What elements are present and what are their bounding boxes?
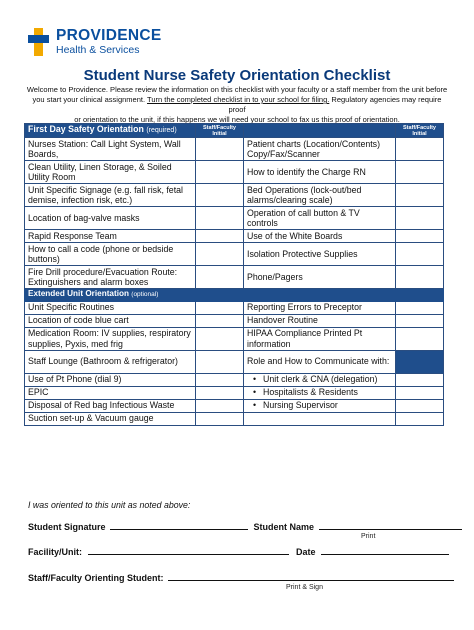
bullet-icon: • [253,400,257,411]
initial-box-left[interactable] [196,243,244,266]
table-row [25,386,444,399]
bullet-icon: • [253,387,257,398]
initial-box-left[interactable] [196,161,244,184]
section1-note: (required) [146,127,177,135]
initial-header-right: Staff/Faculty Initial [396,124,444,138]
item-right: Phone/Pagers [244,266,396,289]
facility-label: Facility/Unit: [28,547,83,557]
item-left: Nurses Station: Call Light System, Wall Boards, [25,138,196,161]
initial-box-left[interactable] [196,138,244,161]
initial-header-left: Staff/Faculty Initial [196,124,244,138]
intro-line-2-end: Regulatory agencies may require proof [228,95,442,114]
item-right [244,386,396,399]
date-label: Date [296,547,316,557]
initial-box-left[interactable] [196,266,244,289]
table-row [25,184,444,207]
oriented-statement: I was oriented to this unit as noted above: [28,500,191,510]
item-right: Role and How to Communicate with: [244,350,396,373]
item-right: Use of the White Boards [244,230,396,243]
item-right: Handover Routine [244,314,396,327]
facility-row [28,545,449,557]
initial-box-left[interactable] [196,399,244,412]
student-name-line[interactable] [319,520,462,530]
initial-box-right[interactable] [396,399,444,412]
initial-box-left[interactable] [196,386,244,399]
item-right: Patient charts (Location/Contents) Copy/Fax/Scanner [244,138,396,161]
item-left: Use of Pt Phone (dial 9) [25,373,196,386]
date-line[interactable] [321,545,449,555]
table-row [25,243,444,266]
logo-subtitle: Health & Services [56,44,140,56]
section2-title: Extended Unit Orientation [28,289,129,298]
section1-header [25,124,196,138]
initial-box-right[interactable] [396,138,444,161]
item-right [244,373,396,386]
section2-note: (optional) [131,291,159,298]
table-row [25,138,444,161]
item-right: Operation of call button & TV controls [244,207,396,230]
item-left: Staff Lounge (Bathroom & refrigerator) [25,350,196,373]
section2-header [25,289,444,302]
table-row [25,373,444,386]
student-signature-row [28,520,462,532]
initial-box-left[interactable] [196,314,244,327]
initial-box-left[interactable] [196,327,244,350]
item-left: Unit Specific Signage (e.g. fall risk, fetal demise, infection risk, etc.) [25,184,196,207]
initial-box-right[interactable] [396,327,444,350]
item-left: Rapid Response Team [25,230,196,243]
item-right-text: Nursing Supervisor [263,400,338,411]
table-row [25,301,444,314]
item-left: Clean Utility, Linen Storage, & Soiled Utility Room [25,161,196,184]
student-signature-line[interactable] [110,520,248,530]
initial-box-left[interactable] [196,230,244,243]
student-name-label: Student Name [253,522,315,532]
print-caption: Print [361,533,376,540]
item-right-text: Hospitalists & Residents [263,387,358,398]
initial-box-left[interactable] [196,350,244,373]
item-right: Bed Operations (lock-out/bed alarms/clearing scale) [244,184,396,207]
intro-line-2 [26,95,448,115]
section2-header-row [25,289,444,302]
student-signature-label: Student Signature [28,522,106,532]
initial-box-right[interactable] [396,412,444,425]
initial-box-left[interactable] [196,207,244,230]
item-right [244,412,396,425]
initial-box-right[interactable] [396,184,444,207]
initial-box-right[interactable] [396,373,444,386]
initial-box-right[interactable] [396,386,444,399]
table-row [25,327,444,350]
table-row [25,412,444,425]
facility-line[interactable] [88,545,289,555]
item-left: Disposal of Red bag Infectious Waste [25,399,196,412]
page-title: Student Nurse Safety Orientation Checklist [83,67,391,84]
logo-brand: PROVIDENCE [56,27,162,44]
initial-box-right[interactable] [396,301,444,314]
staff-line[interactable] [168,571,454,581]
staff-label: Staff/Faculty Orienting Student: [28,573,164,583]
item-right: HIPAA Compliance Printed Pt information [244,327,396,350]
intro-line-3: or orientation to the unit, if this happens we will need your school to fax us this proof of orientation. [74,115,400,124]
initial-box-left[interactable] [196,301,244,314]
initial-box-right [396,350,444,373]
initial-box-left[interactable] [196,412,244,425]
section1-title: First Day Safety Orientation [28,124,144,135]
table-row [25,207,444,230]
intro-underlined: Turn the completed checklist in to your school for filing. [147,95,330,104]
table-row [25,350,444,373]
initial-box-right[interactable] [396,314,444,327]
checklist-table [24,123,444,426]
item-right [244,399,396,412]
cross-bar-icon [28,35,49,43]
table-header-row [25,124,444,138]
item-right-text: Unit clerk & CNA (delegation) [263,374,378,385]
initial-box-right[interactable] [396,243,444,266]
providence-logo [28,26,168,58]
initial-box-right[interactable] [396,230,444,243]
item-left: Location of bag-valve masks [25,207,196,230]
intro-line-2-start: you start your clinical assignment. [32,95,148,104]
item-left: Location of code blue cart [25,314,196,327]
item-left: Medication Room: IV supplies, respiratory supplies, Pyxis, med frig [25,327,196,350]
table-row [25,314,444,327]
initial-box-left[interactable] [196,373,244,386]
item-left: Suction set-up & Vacuum gauge [25,412,196,425]
initial-box-right[interactable] [396,266,444,289]
section1-header-right [244,124,396,138]
item-left: Fire Drill procedure/Evacuation Route: Extinguishers and alarm boxes [25,266,196,289]
intro-text [26,85,448,125]
item-right: Reporting Errors to Preceptor [244,301,396,314]
item-left: Unit Specific Routines [25,301,196,314]
table-row [25,399,444,412]
intro-line-1: Welcome to Providence. Please review the information on this checklist with your faculty or a staff member from the unit before [26,85,448,94]
initial-box-right[interactable] [396,161,444,184]
bullet-icon: • [253,374,257,385]
table-row [25,230,444,243]
item-left: EPIC [25,386,196,399]
staff-row [28,571,454,583]
item-right: How to identify the Charge RN [244,161,396,184]
table-row [25,161,444,184]
initial-box-right[interactable] [396,207,444,230]
item-left: How to call a code (phone or bedside buttons) [25,243,196,266]
print-sign-caption: Print & Sign [286,584,323,591]
initial-box-left[interactable] [196,184,244,207]
item-right: Isolation Protective Supplies [244,243,396,266]
table-row [25,266,444,289]
